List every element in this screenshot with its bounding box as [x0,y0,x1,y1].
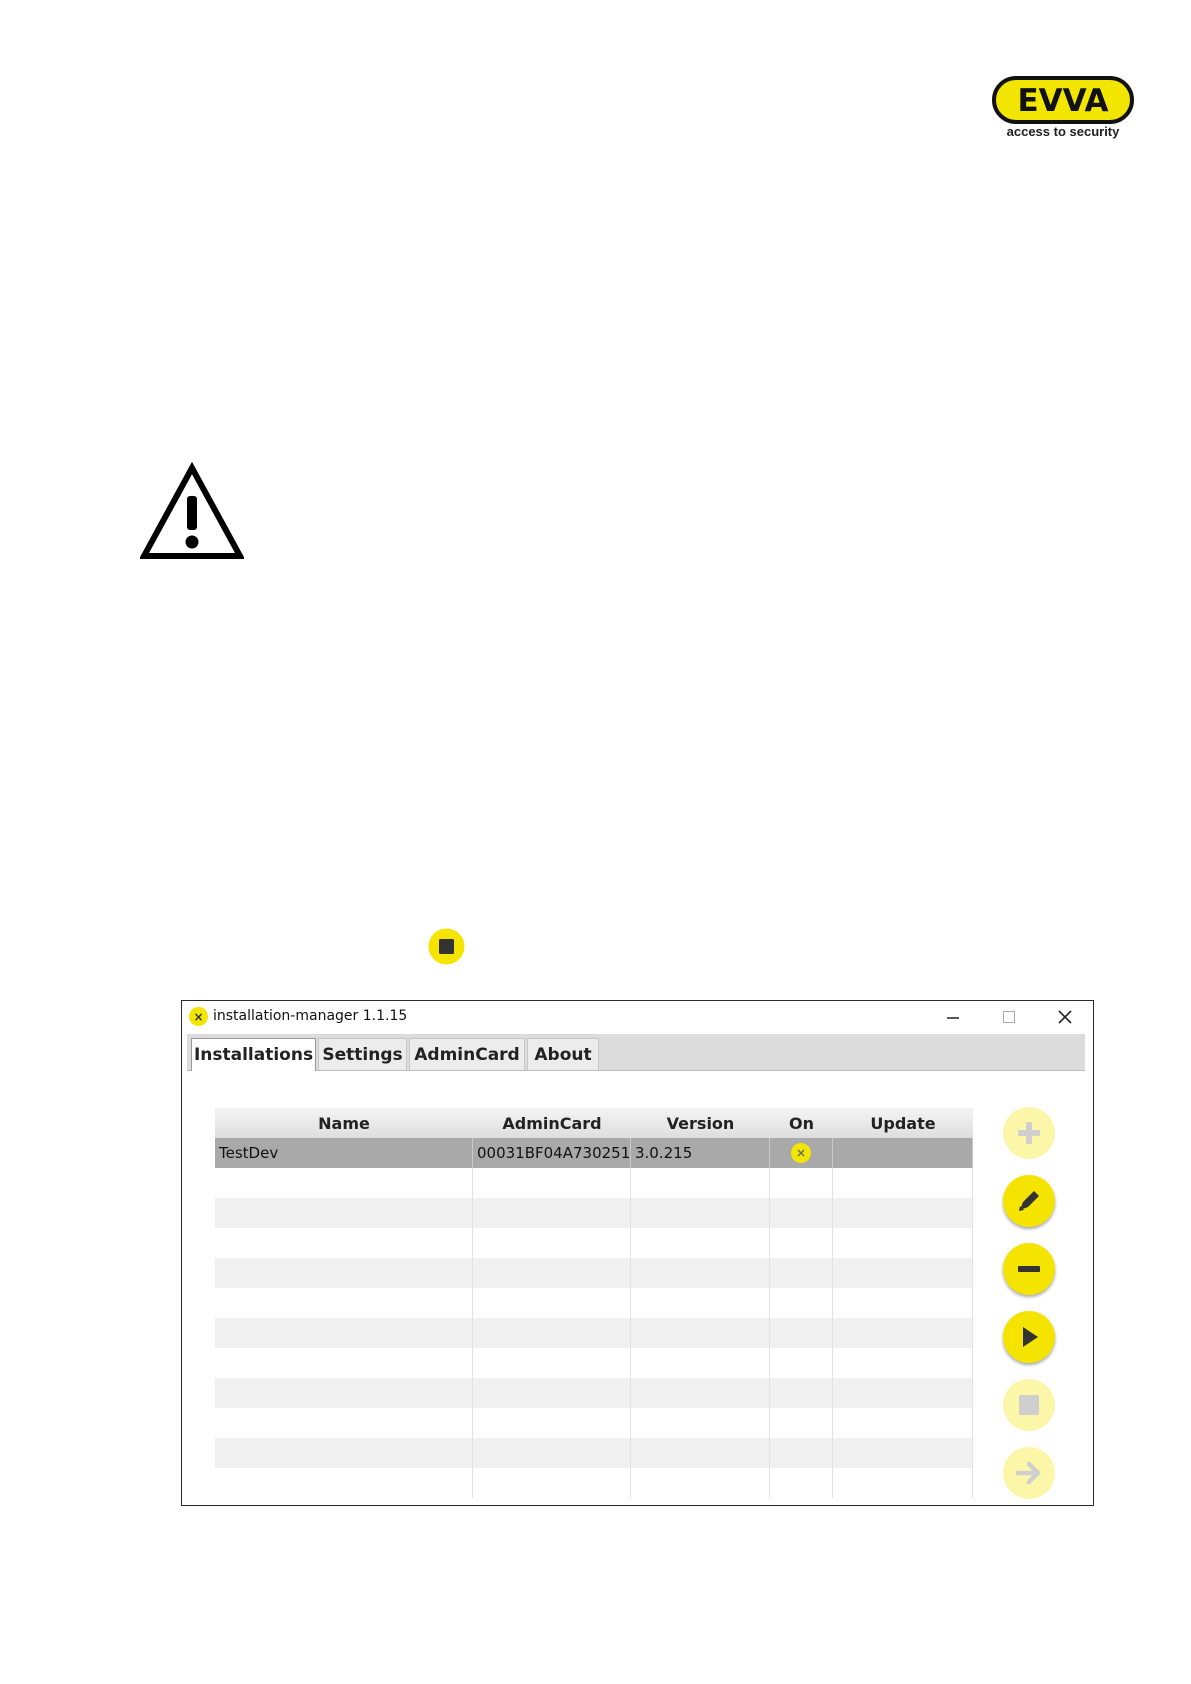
table-cell-empty [833,1468,973,1498]
table-cell-empty [473,1318,631,1348]
table-cell-empty [631,1438,770,1468]
tab-bar [187,1034,1085,1071]
table-cell-empty [473,1168,631,1198]
table-row-empty[interactable] [215,1438,973,1468]
cell-update [833,1138,973,1168]
table-cell-empty [215,1258,473,1288]
table-cell-empty [473,1468,631,1498]
close-icon[interactable] [1040,1003,1090,1031]
cell-on [770,1138,833,1168]
tab-installations[interactable]: Installations [191,1038,316,1071]
window-title: installation-manager 1.1.15 [213,1008,408,1024]
table-row-empty[interactable] [215,1198,973,1228]
table-cell-empty [631,1408,770,1438]
table-cell-empty [770,1168,833,1198]
table-cell-empty [631,1318,770,1348]
table-row-empty[interactable] [215,1408,973,1438]
maximize-icon[interactable] [984,1003,1034,1031]
table-header [215,1108,973,1139]
column-header-admincard[interactable]: AdminCard [502,1113,602,1133]
table-cell-empty [473,1258,631,1288]
cell-admincard: 00031BF04A730251 [473,1138,631,1168]
table-cell-empty [473,1378,631,1408]
column-header-name[interactable]: Name [318,1113,370,1133]
tab-settings[interactable]: Settings [318,1038,407,1070]
table-cell-empty [833,1198,973,1228]
warning-triangle-icon [140,462,244,562]
tab-about[interactable]: About [527,1038,599,1070]
table-cell-empty [631,1168,770,1198]
table-row-empty[interactable] [215,1378,973,1408]
table-cell-empty [473,1408,631,1438]
table-cell-empty [215,1468,473,1498]
installations-table [215,1108,973,1505]
installation-manager-window [181,1000,1094,1506]
table-cell-empty [770,1468,833,1498]
table-cell-empty [631,1258,770,1288]
title-bar [182,1001,1093,1033]
table-cell-empty [631,1378,770,1408]
table-cell-empty [833,1438,973,1468]
remove-installation-button[interactable] [1003,1243,1055,1295]
table-cell-empty [215,1378,473,1408]
table-cell-empty [770,1348,833,1378]
table-cell-empty [770,1318,833,1348]
table-row-empty[interactable] [215,1168,973,1198]
svg-text:access to security: access to security [1006,124,1120,139]
edit-installation-button[interactable] [1003,1175,1055,1227]
column-header-version[interactable]: Version [666,1113,735,1133]
table-cell-empty [215,1288,473,1318]
table-cell-empty [833,1318,973,1348]
table-cell-empty [631,1228,770,1258]
cell-version: 3.0.215 [631,1138,770,1168]
svg-text:EVVA: EVVA [1017,83,1109,119]
table-row-empty[interactable] [215,1468,973,1498]
offline-status-icon [791,1143,811,1163]
table-cell-empty [770,1408,833,1438]
table-cell-empty [833,1378,973,1408]
table-cell-empty [770,1438,833,1468]
table-cell-empty [473,1288,631,1318]
table-row-empty[interactable] [215,1288,973,1318]
table-cell-empty [473,1228,631,1258]
column-header-on[interactable]: On [789,1113,814,1133]
column-header-update[interactable]: Update [870,1113,936,1133]
table-cell-empty [631,1468,770,1498]
open-installation-button[interactable] [1003,1447,1055,1499]
table-cell-empty [631,1348,770,1378]
table-row-empty[interactable] [215,1228,973,1258]
table-cell-empty [215,1438,473,1468]
cell-name: TestDev [215,1138,473,1168]
table-cell-empty [215,1168,473,1198]
table-cell-empty [770,1288,833,1318]
table-cell-empty [770,1228,833,1258]
tab-admincard[interactable]: AdminCard [409,1038,525,1070]
table-cell-empty [833,1168,973,1198]
table-cell-empty [473,1198,631,1228]
table-cell-empty [215,1408,473,1438]
table-cell-empty [770,1378,833,1408]
table-cell-empty [833,1288,973,1318]
table-cell-empty [770,1258,833,1288]
table-cell-empty [833,1408,973,1438]
table-row-empty[interactable] [215,1258,973,1288]
table-cell-empty [631,1198,770,1228]
add-installation-button[interactable] [1003,1107,1055,1159]
table-cell-empty [770,1198,833,1228]
evva-logo [992,76,1134,140]
table-cell-empty [631,1288,770,1318]
table-row-empty[interactable] [215,1318,973,1348]
table-cell-empty [473,1438,631,1468]
table-cell-empty [215,1348,473,1378]
table-cell-empty [833,1228,973,1258]
table-cell-empty [473,1348,631,1378]
table-cell-empty [833,1348,973,1378]
stop-installation-button[interactable] [1003,1379,1055,1431]
stop-icon [428,928,465,965]
table-cell-empty [215,1228,473,1258]
app-icon: × [189,1007,208,1026]
table-row[interactable] [215,1138,973,1168]
table-cell-empty [215,1318,473,1348]
table-cell-empty [215,1198,473,1228]
start-installation-button[interactable] [1003,1311,1055,1363]
minimize-icon[interactable] [928,1003,978,1031]
table-row-empty[interactable] [215,1348,973,1378]
table-cell-empty [833,1258,973,1288]
